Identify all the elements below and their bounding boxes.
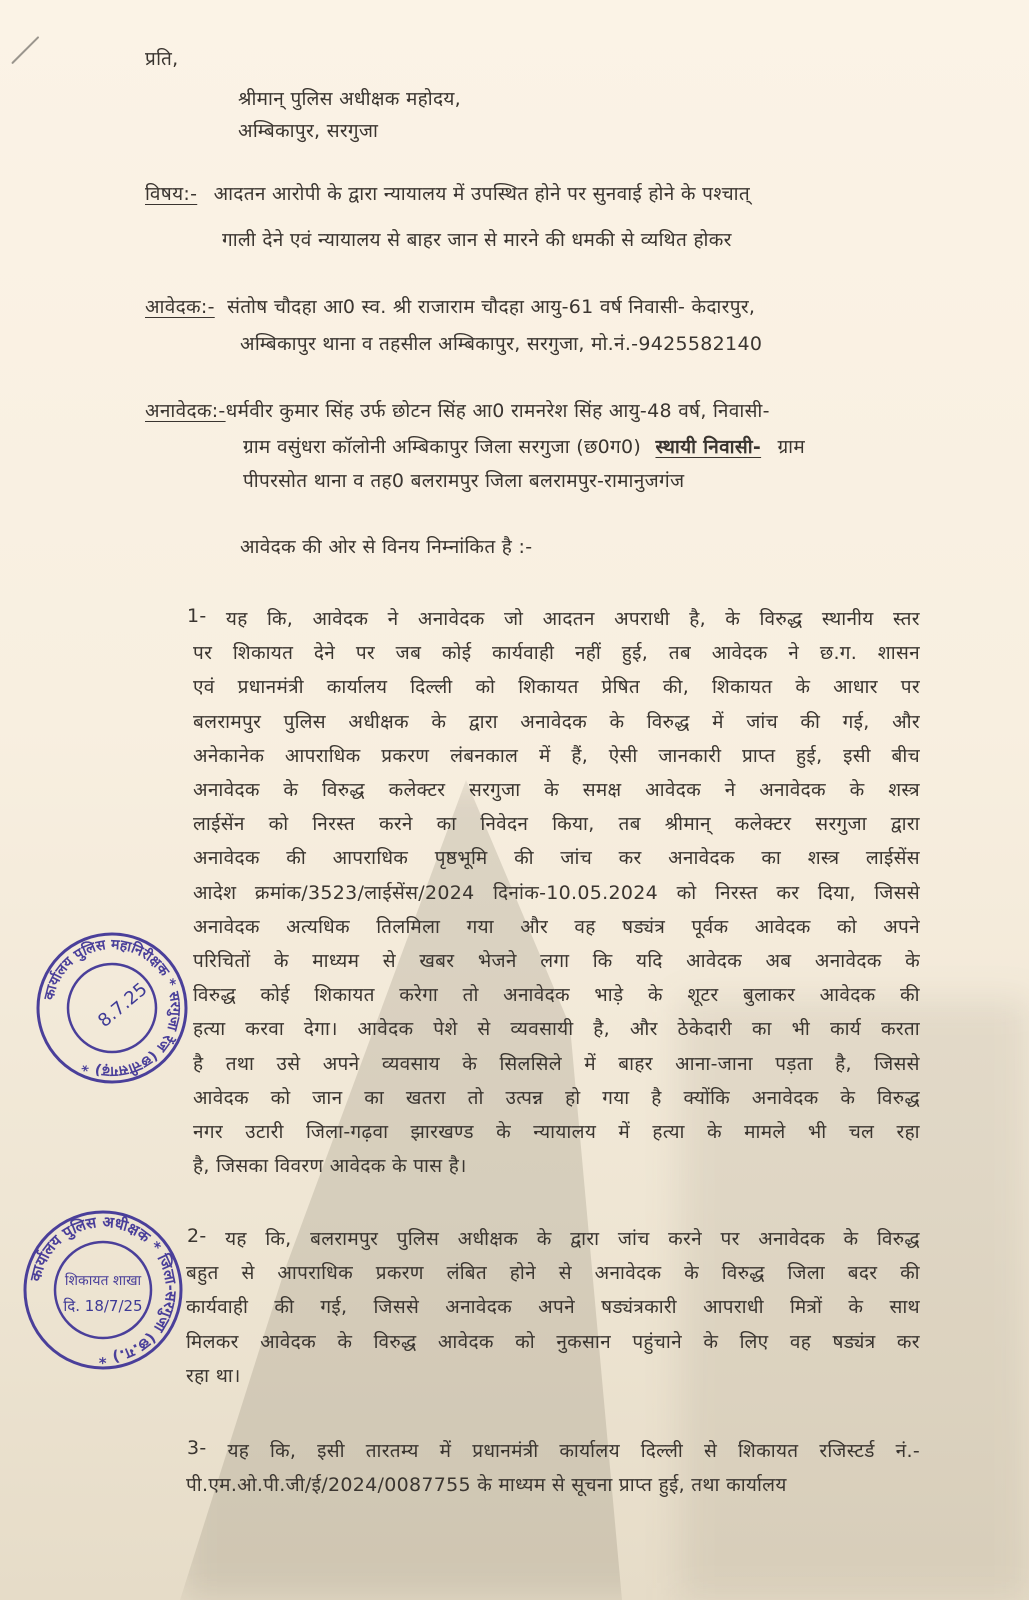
intro-line: आवेदक की ओर से विनय निम्नांकित है :- (240, 536, 533, 558)
respondent-text-2c: ग्राम (777, 436, 806, 458)
paragraph-1-line: विरुद्ध कोई शिकायत करेगा तो अनावेदक भाड़े के शूटर बुलाकर आवेदक की (193, 984, 920, 1007)
permanent-resident-label: स्थायी निवासी- (655, 436, 762, 458)
stamp-sp-office (18, 1205, 188, 1375)
paragraph-3-line: पी.एम.ओ.पी.जी/ई/2024/0087755 के माध्यम से सूचना प्राप्त हुई, तथा कार्यालय (186, 1474, 787, 1497)
applicant-line-1 (145, 293, 755, 319)
paragraph-2-line: 2- यह कि, बलरामपुर पुलिस अधीक्षक के द्वारा जांच करने पर अनावेदक के विरुद्ध (187, 1225, 920, 1250)
circular-stamp-icon (18, 1205, 188, 1375)
applicant-text-1: संतोष चौदहा आ0 स्व. श्री राजाराम चौदहा आयु-61 वर्ष निवासी- केदारपुर, (227, 296, 756, 318)
svg-text:8.7.25: 8.7.25 (94, 978, 152, 1032)
svg-text:कार्यालय पुलिस अधीक्षक * जिला-: कार्यालय पुलिस अधीक्षक * जिला-सरगुजा (छ.ग.) * (26, 1212, 181, 1368)
applicant-label: आवेदक:- (145, 296, 215, 318)
respondent-line-3: पीपरसोत थाना व तह0 बलरामपुर जिला बलरामपुर-रामानुजगंज (243, 470, 685, 492)
paragraph-2-line: मिलकर आवेदक के विरुद्ध आवेदक को नुकसान पहुंचाने के लिए वह षड्यंत्र कर (186, 1330, 920, 1353)
applicant-line-2: अम्बिकापुर थाना व तहसील अम्बिकापुर, सरगुजा, मो.नं.-9425582140 (240, 333, 763, 355)
addressee-line-2: अम्बिकापुर, सरगुजा (238, 120, 379, 142)
subject-line-1 (145, 180, 895, 206)
paragraph-1-line: अनेकानेक आपराधिक प्रकरण लंबनकाल में हैं, ऐसी जानकारी प्राप्त हुई, इसी बीच (193, 744, 920, 767)
paragraph-1-line: आदेश क्रमांक/3523/लाईसेंस/2024 दिनांक-10.05.2024 को निरस्त कर दिया, जिससे (193, 881, 920, 904)
subject-text-1: आदतन आरोपी के द्वारा न्यायालय में उपस्थित होने पर सुनवाई होने के पश्चात् (213, 183, 751, 205)
respondent-text-1: धर्मवीर कुमार सिंह उर्फ छोटन सिंह आ0 रामनरेश सिंह आयु-48 वर्ष, निवासी- (225, 400, 770, 422)
paragraph-1-line: है तथा उसे अपने व्यवसाय के सिलसिले में बाहर आना-जाना पड़ता है, जिससे (193, 1052, 920, 1075)
paragraph-3-line: 3- यह कि, इसी तारतम्य में प्रधानमंत्री कार्यालय दिल्ली से शिकायत रजिस्टर्ड नं.- (187, 1437, 920, 1462)
paragraph-1-line: परिचितों के माध्यम से खबर भेजने लगा कि यदि आवेदक अब अनावेदक के (193, 950, 920, 972)
addressee-line-1: श्रीमान् पुलिस अधीक्षक महोदय, (238, 88, 462, 110)
respondent-line-2 (243, 433, 805, 459)
paragraph-1-line: हत्या करवा देगा। आवेदक पेशे से व्यवसायी है, और ठेकेदारी का भी कार्य करता (193, 1018, 920, 1041)
svg-text:शिकायत शाखा: शिकायत शाखा (64, 1273, 142, 1289)
paragraph-2-line: रहा था। (186, 1364, 241, 1387)
paragraph-1-line: है, जिसका विवरण आवेदक के पास है। (193, 1155, 467, 1178)
paragraph-1-line: नगर उटारी जिला-गढ़वा झारखण्ड के न्यायालय में हत्या के मामले भी चल रहा (193, 1121, 920, 1143)
respondent-text-2a: ग्राम वसुंधरा कॉलोनी अम्बिकापुर जिला सरगुजा (छ0ग0) (243, 436, 642, 458)
pen-mark (11, 36, 39, 64)
circular-stamp-icon (25, 928, 200, 1088)
paragraph-1-line: अनावेदक अत्यधिक तिलमिला गया और वह षड्यंत्र पूर्वक आवेदक को अपने (193, 915, 920, 938)
paragraph-1-line: अनावेदक की आपराधिक पृष्ठभूमि की जांच कर अनावेदक का शस्त्र लाईसेंस (193, 847, 920, 870)
paragraph-1-line: 1- यह कि, आवेदक ने अनावेदक जो आदतन अपराधी है, के विरुद्ध स्थानीय स्तर (187, 605, 920, 630)
respondent-label: अनावेदक:- (145, 400, 226, 422)
respondent-line-1 (145, 397, 770, 423)
paragraph-1-line: लाईसेंन को निरस्त करने का निवेदन किया, तब श्रीमान् कलेक्टर सरगुजा द्वारा (193, 813, 920, 836)
paragraph-1-line: बलरामपुर पुलिस अधीक्षक के द्वारा अनावेदक के विरुद्ध में जांच की गई, और (193, 710, 920, 733)
stamp-ig-office (25, 928, 200, 1088)
paragraph-1-line: अनावेदक के विरुद्ध कलेक्टर सरगुजा के समक्ष आवेदक ने अनावेदक के शस्त्र (193, 779, 920, 801)
paragraph-1-line: पर शिकायत देने पर जब कोई कार्यवाही नहीं हुई, तब आवेदक ने छ.ग. शासन (193, 642, 920, 665)
paragraph-1-line: एवं प्रधानमंत्री कार्यालय दिल्ली को शिकायत प्रेषित की, शिकायत के आधार पर (193, 676, 920, 699)
paragraph-2-line: कार्यवाही की गई, जिससे अनावेदक अपने षड्यंत्रकारी आपराधी मित्रों के साथ (186, 1296, 920, 1319)
paragraph-1-line: आवेदक को जान का खतरा तो उत्पन्न हो गया है क्योंकि अनावेदक के विरुद्ध (193, 1086, 920, 1109)
subject-line-2: गाली देने एवं न्यायालय से बाहर जान से मारने की धमकी से व्यथित होकर (222, 229, 732, 251)
svg-text:दि. 18/7/25: दि. 18/7/25 (63, 1297, 143, 1315)
paragraph-2-line: बहुत से आपराधिक प्रकरण लंबित होने से अनावेदक के विरुद्ध जिला बदर की (186, 1262, 920, 1285)
salutation: प्रति, (145, 48, 179, 70)
svg-text:कार्यालय पुलिस महानिरीक्षक * स: कार्यालय पुलिस महानिरीक्षक * सरगुजा रेंज (छत्तीसगढ़) * (41, 936, 184, 1080)
subject-label: विषय:- (145, 183, 198, 205)
